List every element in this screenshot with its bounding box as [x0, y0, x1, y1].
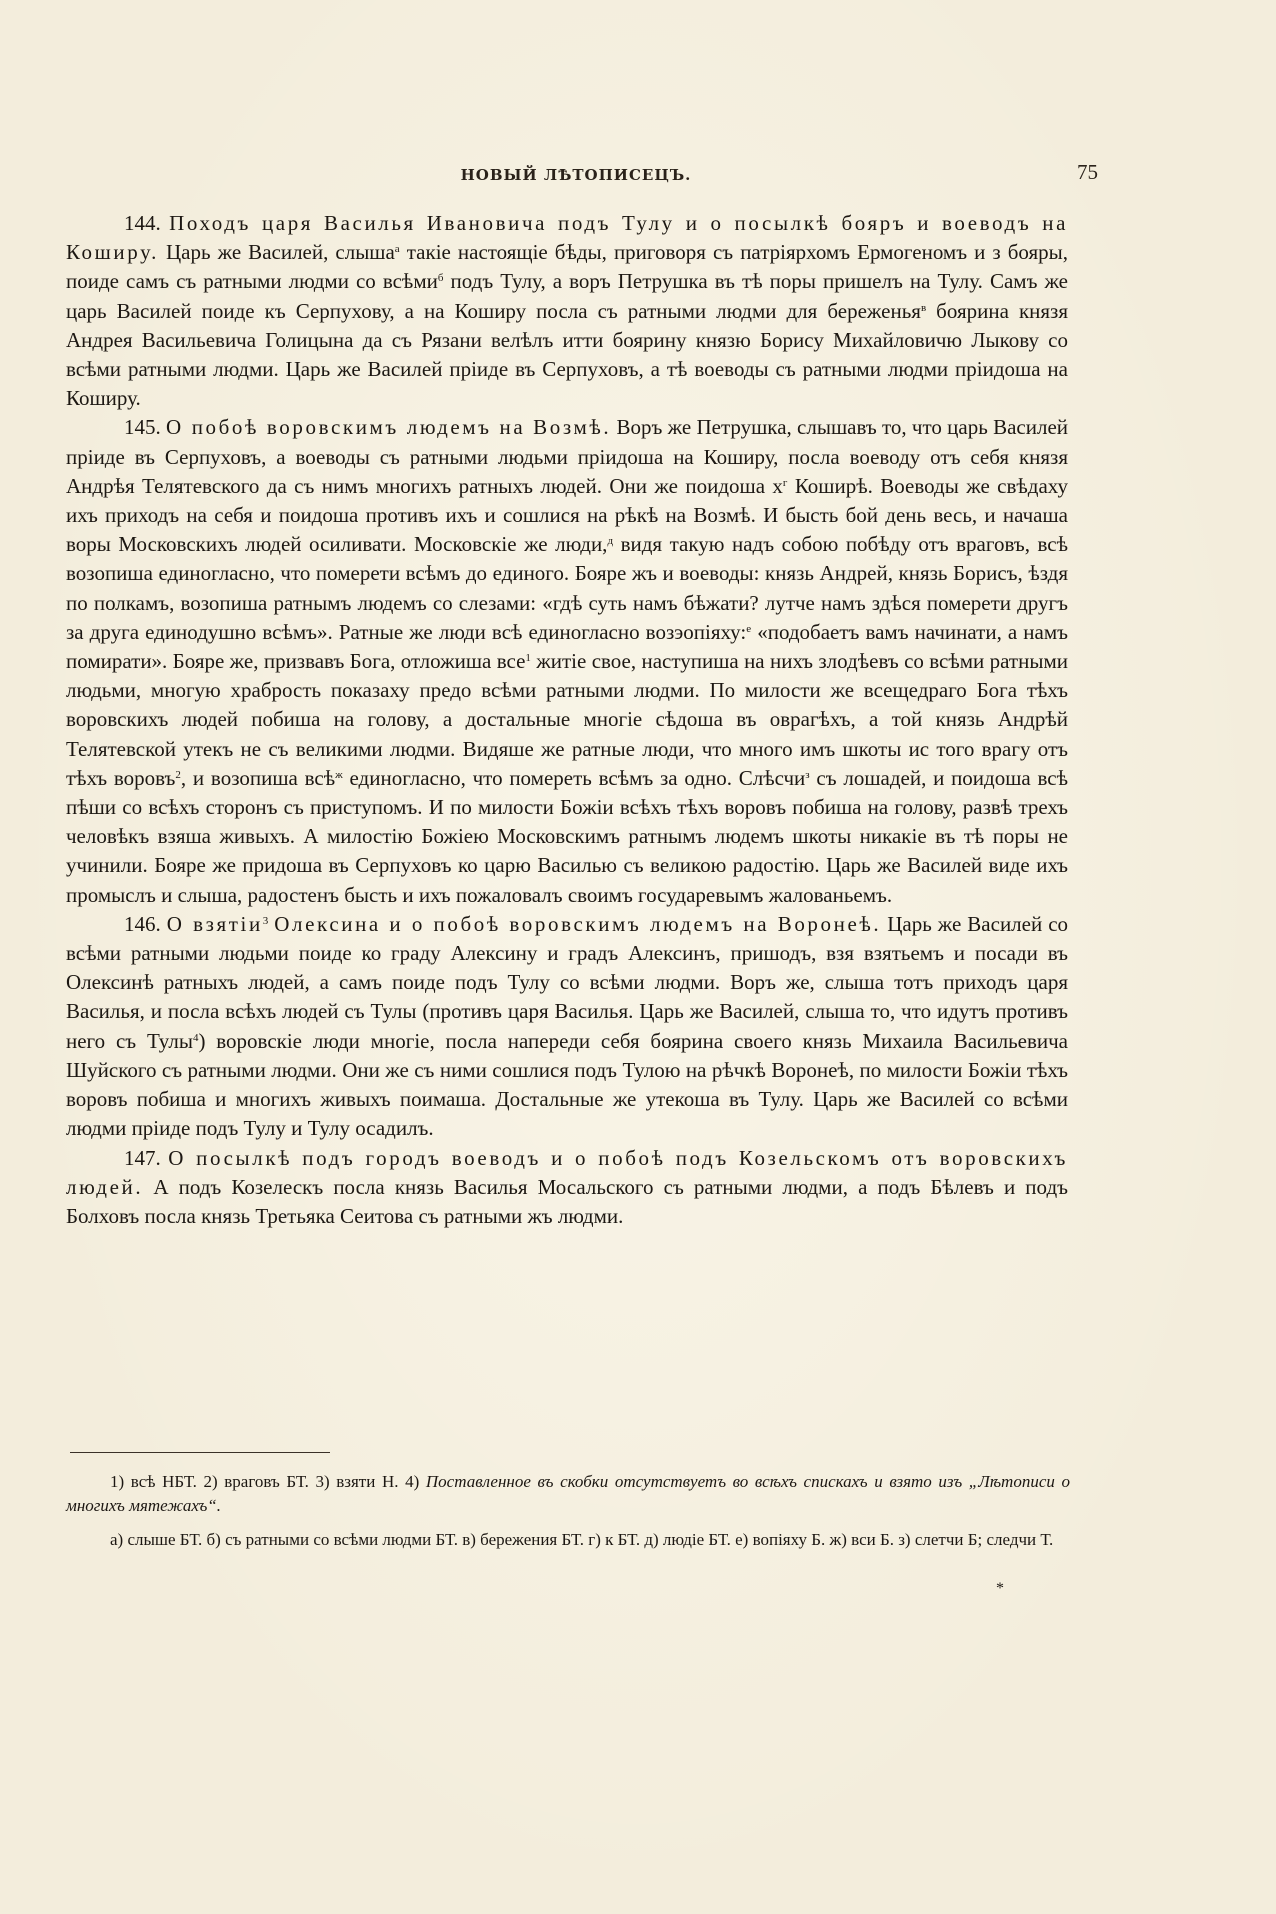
- paragraph-144: [66, 209, 1068, 413]
- paragraph-text: , и возопиша всѣ: [180, 765, 336, 790]
- paragraph-text: ) воровскіе люди многіе, посла напереди себя боярина своего князь Михаила Васильевича Шуйского съ ратными людми. Они же съ ними сошлися подъ Тулою на рѣчкѣ Воронеѣ, по милости Божіи тѣхъ воровъ побиша и многихъ живыхъ поимаша. Достальные же утекоша въ Тулу. Царь же Василей со всѣми людми пріиде подъ Тулу и Тулу осадилъ.: [66, 1028, 1069, 1141]
- paragraph-number: 147.: [124, 1145, 161, 1170]
- paragraph-number: 145.: [124, 415, 161, 440]
- footnote-italic-text: Поставленное въ скобки отсутствуетъ во всѣхъ спискахъ и взято изъ „Лѣтописи о многихъ мятежахъ“.: [66, 1472, 1071, 1515]
- footnote-ref: 3: [262, 914, 269, 927]
- note-mark: б: [437, 272, 444, 285]
- paragraph-147: [66, 1144, 1068, 1232]
- footnote-line-lettered: а) слыше БТ. б) съ ратными со всѣми людми БТ. в) бережения БТ. г) к БТ. д) людіе БТ. е) вопіяху Б. ж) вси Б. з) слетчи Б; следчи Т.: [110, 1530, 1054, 1549]
- signature-mark: *: [996, 1580, 1004, 1597]
- paragraph-number: 146.: [124, 911, 161, 936]
- paragraph-text: единогласно, что помереть всѣмъ за одно. Слѣсчи: [349, 765, 806, 790]
- paragraph-146: [66, 910, 1068, 1144]
- paragraph-text: боярина князя Андрея Васильевича Голицына да съ Рязани велѣлъ итти боярину князю Борису Михайловичю Лыкову со всѣми ратными людми. Царь же Василей пріиде въ Серпуховъ, а тѣ воеводы съ ратными людми пріидоша на Коширу.: [66, 298, 1068, 411]
- paragraph-heading: О взятіи: [166, 911, 263, 936]
- footnote-ref: 2: [175, 768, 181, 781]
- paragraph-heading: Походъ царя Василья Ивановича подъ Тулу и о посылкѣ бояръ и воеводъ на Коширу.: [66, 211, 1068, 265]
- paragraph-heading: Олексина и о побоѣ воровскимъ людемъ на Воронеѣ.: [274, 911, 882, 936]
- paragraph-text: «подобаетъ вамъ начинати, а намъ помирати». Бояре же, призвавъ Бога, отложиша все: [66, 619, 1069, 674]
- note-mark: ж: [335, 768, 343, 781]
- paragraph-text: житіе свое, наступиша на нихъ злодѣевъ со всѣми ратными людьми, многую храбрость показаху предо всѣми ратными людми. По милости же всещедраго Бога тѣхъ воровскихъ людей побиша на голову, а достальные многіе сѣдоша въ оврагѣхъ, а той князь Андрѣй Телятевской утекъ не съ великими людми. Видяше же ратные люди, что много имъ шкоты ис того врагу отъ тѣхъ воровъ: [66, 649, 1068, 790]
- footnote-text: 1) всѣ НБТ. 2) враговъ БТ. 3) взяти Н. 4): [110, 1472, 420, 1491]
- note-mark: з: [805, 768, 810, 781]
- paragraph-text: Царь же Василей, слыша: [166, 240, 395, 265]
- note-mark: а: [394, 243, 400, 256]
- running-title: НОВЫЙ ЛѢТОПИСЕЦЪ.: [460, 166, 692, 184]
- paragraph-text: съ лошадей, и поидоша всѣ пѣши со всѣхъ сторонъ съ приступомъ. И по милости Божіи всѣхъ тѣхъ воровъ побиша на голову, развѣ трехъ человѣкъ взяша живыхъ. А милостію Божіею Московскимъ ратнымъ людемъ шкоты никакіе въ тѣ поры не учинили. Бояре же придоша въ Серпуховъ ко царю Василью съ великою радостію. Царь же Василей виде ихъ промыслъ и слыша, радостенъ бысть и ихъ пожаловалъ своимъ государевымъ жалованьемъ.: [66, 765, 1068, 907]
- page-number: 75: [1077, 160, 1098, 184]
- footnote-gap: [66, 1518, 1070, 1528]
- footnote-line-numbered: [66, 1470, 1070, 1518]
- paragraph-text: Царь же Василей со всѣми ратными людьми поиде ко граду Алексину и градъ Алексинъ, пришодъ, взя взятьемъ и посади въ Олексинѣ ратныхъ людей, а самъ поиде подъ Тулу со всѣми людми. Воръ же, слыша тотъ приходъ царя Василья, и посла всѣхъ людей съ Тулы (противъ царя Василья. Царь же Василей, слыша то, что идутъ противъ него съ Тулы: [66, 911, 1069, 1053]
- footnotes: [66, 1470, 1070, 1552]
- paragraph-text: видя такую надъ собою побѣду отъ враговъ, всѣ возопиша единогласно, что померети всѣмъ до единого. Бояре жъ и воеводы: князь Андрей, князь Борисъ, ѣздя по полкамъ, возопиша ратнымъ людемъ со слезами: «гдѣ суть намъ бѣжати? лутче намъ здѣся померети другъ за друга единодушно всѣмъ». Ратные же люди всѣ единогласно возэопіяху:: [66, 532, 1069, 644]
- footnote-ref: 1: [525, 652, 531, 665]
- paragraph-text: Коширѣ. Воеводы же свѣдаху ихъ приходъ на себя и поидоша противъ ихъ и сошлися на рѣкѣ на Возмѣ. И бысть бой день весь, и начаша воры Московскихъ людей осиливати. Московскіе же люди,: [66, 473, 1069, 557]
- paragraph-text: подъ Тулу, а воръ Петрушка въ тѣ поры пришелъ на Тулу. Самъ же царь Василей поиде къ Серпухову, а на Коширу посла съ ратными людми для береженья: [66, 269, 1069, 323]
- note-mark: е: [746, 622, 752, 635]
- note-mark: в: [920, 301, 927, 314]
- footnote-ref: 4: [192, 1031, 199, 1044]
- paragraph-text: такіе настоящіе бѣды, приговоря съ патріярхомъ Ермогеномъ и з бояры, поиде самъ съ ратными людми со всѣми: [66, 240, 1069, 294]
- footnote-divider: [70, 1452, 330, 1453]
- paragraph-text: Воръ же Петрушка, слышавъ то, что царь Василей пріиде въ Серпуховъ, а воеводы съ ратными людьми пріидоша на Коширу, посла воеводу отъ себя князя Андрѣя Телятевского да съ нимъ многихъ ратныхъ людей. Они же поидоша х: [66, 415, 1069, 498]
- paragraph-text: А подъ Козелескъ посла князь Василья Мосальского съ ратными людми, а подъ Бѣлевъ и подъ Болховъ посла князь Третьяка Сеитова съ ратными жъ людми.: [66, 1174, 1068, 1228]
- paragraph-145: [66, 413, 1068, 909]
- paragraph-heading: О побоѣ воровскимъ людемъ на Возмѣ.: [166, 415, 612, 440]
- paragraph-number: 144.: [124, 211, 161, 235]
- running-header: [76, 160, 1098, 194]
- main-text: [66, 209, 1068, 1231]
- paragraph-heading: О посылкѣ подъ городъ воеводъ и о побоѣ подъ Козельскомъ отъ воровскихъ людей.: [66, 1145, 1069, 1199]
- note-mark: д: [607, 535, 614, 548]
- note-mark: г: [782, 476, 788, 489]
